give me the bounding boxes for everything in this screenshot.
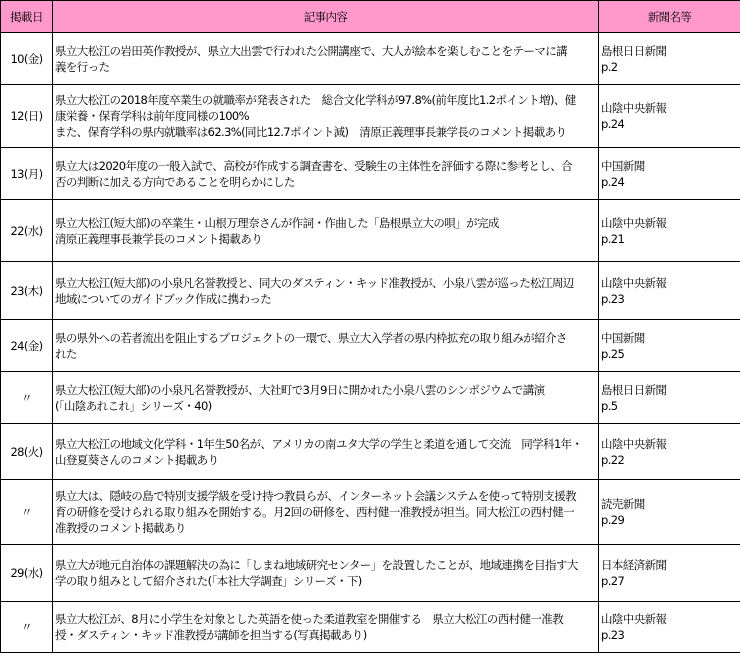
newspaper-cell	[599, 545, 740, 602]
table-row	[1, 424, 740, 480]
page-number: p.5	[601, 398, 618, 413]
table-row	[1, 200, 740, 262]
newspaper-name: 読売新聞	[601, 497, 645, 511]
article-content-cell: 県立大松江(短大部)の小泉凡名誉教授が、大社町で3月9日に開かれた小泉八雲のシンポジウムで講演 (「山陰あれこれ」シリーズ・40)	[53, 372, 599, 424]
article-content-cell: 県立大松江が、8月に小学生を対象とした英語を使った柔道教室を開催する 県立大松江の西村健一准教 授・ダスティン・キッド准教授が講師を担当する(写真掲載あり)	[53, 602, 599, 653]
newspaper-cell	[599, 148, 740, 200]
newspaper-cell	[599, 372, 740, 424]
article-content-cell: 県立大が地元自治体の課題解決の為に「しまね地域研究センター」を設置したことが、地域連携を目指す大 学の取り組みとして紹介された(「本社大学調査」シリーズ・下)	[53, 545, 599, 602]
page-number: p.24	[601, 174, 625, 189]
newspaper-name: 山陰中央新報	[601, 215, 667, 230]
newspaper-cell	[599, 85, 740, 148]
header-row	[1, 1, 740, 33]
page-number: p.22	[601, 452, 625, 467]
date-cell: 28(火)	[1, 424, 53, 480]
article-content-cell: 県立大松江の地域文化学科・1年生50名が、アメリカの南ユタ大学の学生と柔道を通して交流 同学科1年・ 山登夏葵さんのコメント掲載あり	[53, 424, 599, 480]
newspaper-name: 山陰中央新報	[601, 275, 667, 290]
newspaper-name: 山陰中央新報	[601, 436, 667, 451]
article-content-cell: 県立大松江の岩田英作教授が、県立大出雲で行われた公開講座で、大人が絵本を楽しむことをテーマに講 義を行った	[53, 33, 599, 85]
newspaper-cell	[599, 262, 740, 320]
page-number: p.29	[601, 513, 625, 527]
newspaper-cell	[599, 480, 740, 545]
page-number: p.2	[601, 59, 618, 74]
newspaper-cell	[599, 602, 740, 653]
table-row	[1, 545, 740, 602]
newspaper-cell	[599, 200, 740, 262]
header-date: 掲載日	[1, 1, 53, 33]
table-row	[1, 602, 740, 653]
table-row	[1, 372, 740, 424]
article-content-cell: 県立大は、隠岐の島で特別支援学級を受け持つ教員らが、インターネット会議システムを使って特別支援教 育の研修を受けられる取り組みを開始する。月2回の研修を、西村健一准教授が担当。同大松江の西村健一 准教授のコメント掲載あり	[53, 480, 599, 545]
article-content-cell: 県立大松江の2018年度卒業生の就職率が発表された 総合文化学科が97.8%(前年度比1.2ポイント増)、健 康栄養・保育学科は前年度同様の100% また、保育学科の県内就職率は62.3%(同比12.7ポイント減) 清原正義理事長兼学長のコメント掲載あり	[53, 85, 599, 148]
header-content: 記事内容	[53, 1, 599, 33]
page-number: p.23	[601, 291, 625, 306]
article-content-cell: 県立大は2020年度の一般入試で、高校が作成する調査書を、受験生の主体性を評価する際に参考とし、合 否の判断に加える方向であることを明らかにした	[53, 148, 599, 200]
date-cell: 23(木)	[1, 262, 53, 320]
date-cell: 〃	[1, 602, 53, 653]
header-paper: 新聞名等	[599, 1, 740, 33]
date-cell: 22(水)	[1, 200, 53, 262]
date-cell: 12(日)	[1, 85, 53, 148]
newspaper-name: 中国新聞	[601, 330, 645, 345]
page-number: p.23	[601, 628, 625, 642]
newspaper-name: 島根日日新聞	[601, 43, 667, 58]
page-number: p.24	[601, 117, 625, 131]
article-content-cell: 県の県外への若者流出を阻止するプロジェクトの一環で、県立大入学者の県内枠拡充の取り組みが紹介さ れた	[53, 320, 599, 372]
table-row	[1, 480, 740, 545]
newspaper-cell	[599, 424, 740, 480]
table-row	[1, 33, 740, 85]
article-content-cell: 県立大松江(短大部)の卒業生・山根万理奈さんが作詞・作曲した「島根県立大の唄」が完成 清原正義理事長兼学長のコメント掲載あり	[53, 200, 599, 262]
article-content-cell: 県立大松江(短大部)の小泉凡名誉教授と、同大のダスティン・キッド准教授が、小泉八雲が巡った松江周辺 地域についてのガイドブック作成に携わった	[53, 262, 599, 320]
date-cell: 10(金)	[1, 33, 53, 85]
date-cell: 〃	[1, 372, 53, 424]
newspaper-name: 山陰中央新報	[601, 101, 667, 115]
table-row	[1, 262, 740, 320]
newspaper-name: 中国新聞	[601, 158, 645, 173]
table-row	[1, 148, 740, 200]
table-row	[1, 320, 740, 372]
newspaper-name: 日本経済新聞	[601, 558, 667, 572]
date-cell: 13(月)	[1, 148, 53, 200]
newspaper-cell	[599, 320, 740, 372]
page-number: p.21	[601, 231, 625, 246]
newspaper-name: 島根日日新聞	[601, 382, 667, 397]
date-cell: 29(水)	[1, 545, 53, 602]
newspaper-cell	[599, 33, 740, 85]
page-number: p.25	[601, 346, 625, 361]
date-cell: 24(金)	[1, 320, 53, 372]
page-number: p.27	[601, 574, 625, 588]
date-cell: 〃	[1, 480, 53, 545]
table-row	[1, 85, 740, 148]
newspaper-name: 山陰中央新報	[601, 612, 667, 626]
